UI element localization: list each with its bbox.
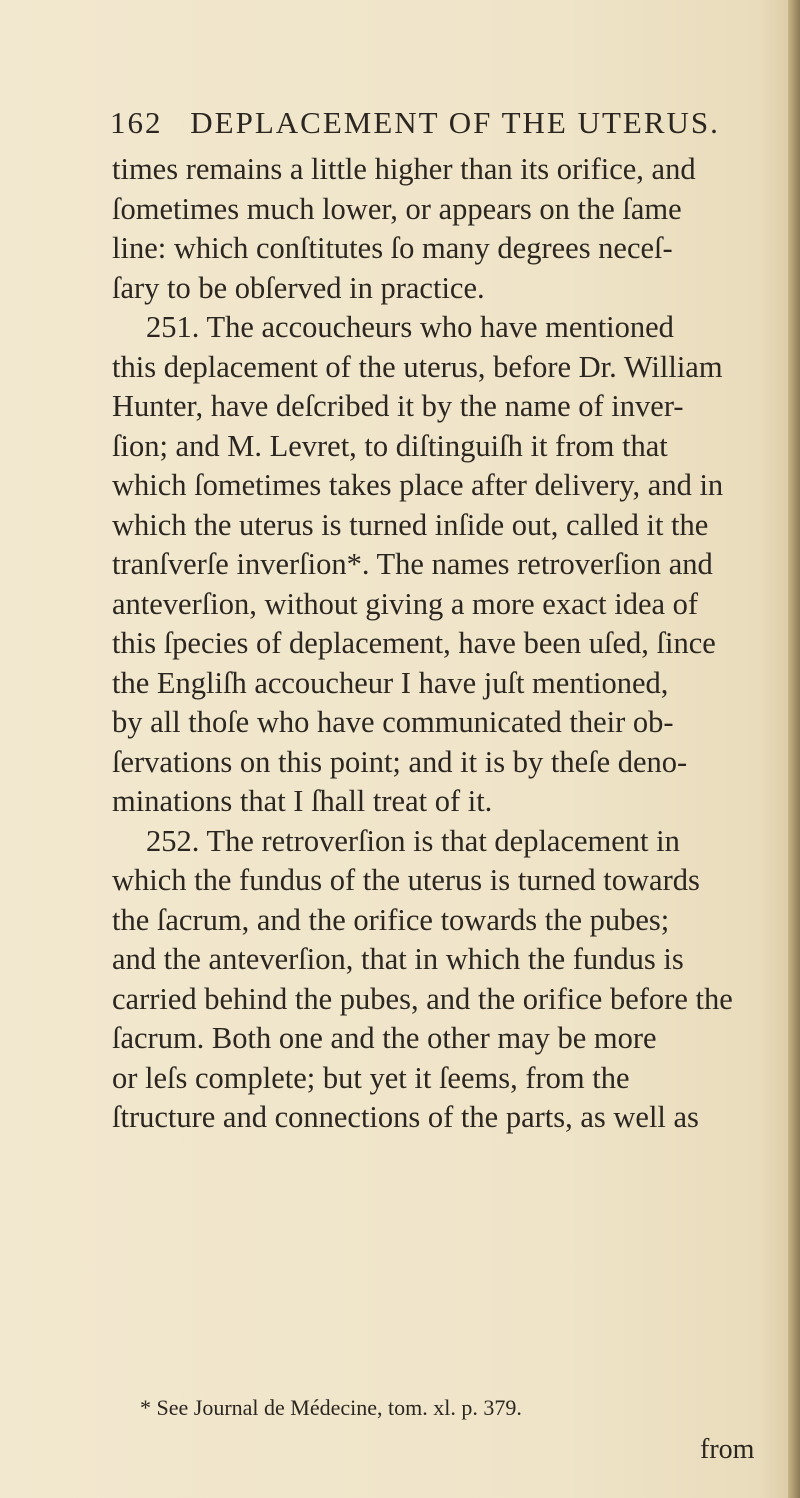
text-line: line: which conſtitutes ſo many degrees neceſ- xyxy=(112,231,673,265)
page-number: 162 xyxy=(110,105,163,140)
footnote: * See Journal de Médecine, tom. xl. p. 379. xyxy=(140,1395,522,1420)
text-line: which the uterus is turned inſide out, called it the xyxy=(112,507,709,542)
text-line: this deplacement of the uterus, before Dr. William xyxy=(112,349,723,384)
text-line: tranſverſe inverſion*. The names retroverſion and xyxy=(112,547,713,581)
text-line: ſary to be obſerved in practice. xyxy=(112,270,485,305)
text-line: this ſpecies of deplacement, have been uſed, ſince xyxy=(112,626,716,660)
running-header xyxy=(110,105,760,145)
text-line: or leſs complete; but yet it ſeems, from the xyxy=(112,1060,630,1095)
text-line: ſometimes much lower, or appears on the ſame xyxy=(112,191,682,226)
text-line: by all thoſe who have communicated their ob- xyxy=(112,705,674,739)
text-line: which ſometimes takes place after delivery, and in xyxy=(112,468,724,502)
text-line: ſacrum. Both one and the other may be more xyxy=(112,1021,657,1055)
catchword: from xyxy=(700,1434,755,1465)
text-line: Hunter, have deſcribed it by the name of inver- xyxy=(112,389,684,423)
text-line: and the anteverſion, that in which the fundus is xyxy=(112,942,684,976)
text-line: times remains a little higher than its orifice, and xyxy=(112,152,696,186)
text-line: which the fundus of the uterus is turned towards xyxy=(112,863,700,897)
text-line: ſtructure and connections of the parts, as well as xyxy=(112,1100,699,1134)
body-text xyxy=(112,150,792,1138)
paragraph-252-start: 252. The retroverſion is that deplacement in xyxy=(146,823,680,858)
text-line: ſion; and M. Levret, to diſtinguiſh it from that xyxy=(112,428,668,463)
text-line: the ſacrum, and the orifice towards the pubes; xyxy=(112,902,670,937)
text-line: ſervations on this point; and it is by theſe deno- xyxy=(112,744,688,779)
text-line: the Engliſh accoucheur I have juſt mentioned, xyxy=(112,665,669,700)
text-line: carried behind the pubes, and the orifice before the xyxy=(112,981,733,1016)
text-line: minations that I ſhall treat of it. xyxy=(112,784,493,818)
paragraph-251-start: 251. The accoucheurs who have mentioned xyxy=(146,310,674,344)
text-line: anteverſion, without giving a more exact idea of xyxy=(112,586,699,621)
running-title: DEPLACEMENT OF THE UTERUS. xyxy=(190,105,720,140)
